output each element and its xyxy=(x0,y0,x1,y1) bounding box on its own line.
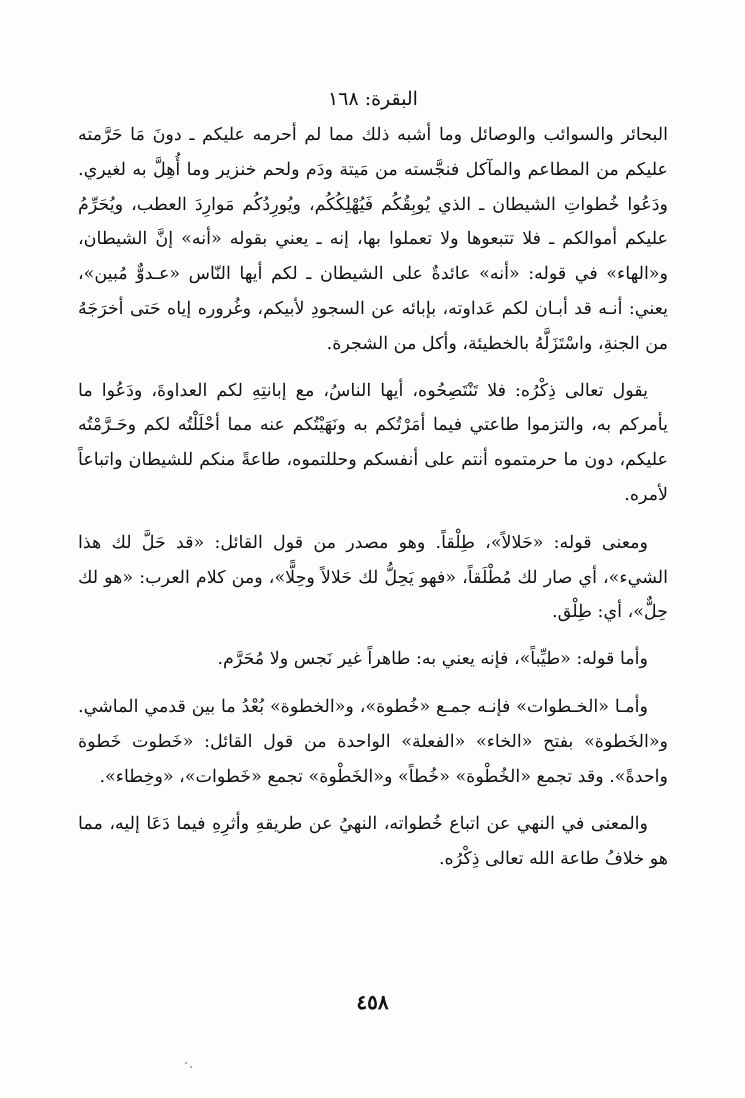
paragraph: وأما قوله: «طيِّباً»، فإنه يعني به: طاهراً غير نَجس ولا مُحَرَّم. xyxy=(217,649,648,670)
paragraph: ومعنى قوله: «حَلالاً»، طِلْقاً. وهو مصدر من قول القائل: «قد حَلَّ لك هذا الشيء»، أي صار لك مُطْلَقاً، «فهو يَحِلُّ لك حَلالاً وحِلًّا»، ومن كلام العرب: «هو لك حِلٌّ»، أي: طِلْق. xyxy=(78,532,668,623)
scan-speck xyxy=(185,1062,187,1064)
page-body xyxy=(78,86,668,877)
paragraph: البحائر والسوائب والوصائل وما أشبه ذلك مما لم أحرمه عليكم ـ دونَ مَا حَرَّمته عليكم من المطاعم والمآكل فنجَّسته من مَيتة ودَم ولحم خنزير وما أُهِلَّ به لغيري. ودَعُوا خُطواتِ الشيطان ـ الذي يُوبِقُكُم فَيُهْلِكُكُم، ويُورِدُكُم مَوارِدَ العطب، ويُحَرِّمُ عليكم أموالكم ـ فلا تتبعوها ولا تعملوا بها، إنه ـ يعني بقوله «أنه» إنَّ الشيطان، و«الهاء» في قوله: «أنه» عائدةٌ على الشيطان ـ لكم أيها النّاس «عـدوٌّ مُبين»، يعني: أنـه قد أبـان لكم عَداوته، بإبائه عن السجودِ لأبيكم، وغُروره إياه حَتى أخرَجَهُ من الجنةِ، واسْتَزَلَّهُ بالخطيئة، وأكل من الشجرة. xyxy=(78,125,668,354)
paragraph: وأمـا «الخـطوات» فإنـه جمـع «خُطوة»، و«الخطوة» بُعْدُ ما بين قدمي الماشي. و«الخَطوة» بفتح «الخاء» «الفعلة» الواحدة من قول القائل: «خَطوت خَطوة واحدةً». وقد تجمع «الخُطْوة» «خُطاً» و«الخَطْوة» تجمع «خَطوات»، «وخِطاء». xyxy=(78,696,668,787)
scan-speck xyxy=(190,1066,192,1068)
running-header: البقرة: ١٦٨ xyxy=(328,88,418,110)
page-number: ٤٥٨ xyxy=(356,990,389,1014)
paragraph: والمعنى في النهي عن اتباع خُطواته، النهيُ عن طريقهِ وأثرِهِ فيما دَعَا إليه، مما هو خلافُ طاعة الله تعالى ذِكْرُه. xyxy=(78,814,668,870)
paragraph: يقول تعالى ذِكْرُه: فلا تَنْتَصِحُوه، أيها الناسُ، مع إبانتِهِ لكم العداوةَ، ودَعُوا ما يأمركم به، والتزموا طاعتي فيما أمَرْتُكم به ونَهَيْتُكم عنه مما أحْلَلْتُه لكم وحَـرَّمْتُه عليكم، دون ما حرمتموه أنتم على أنفسكم وحللتموه، طاعةً منكم للشيطان واتباعاً لأمره. xyxy=(78,380,668,505)
